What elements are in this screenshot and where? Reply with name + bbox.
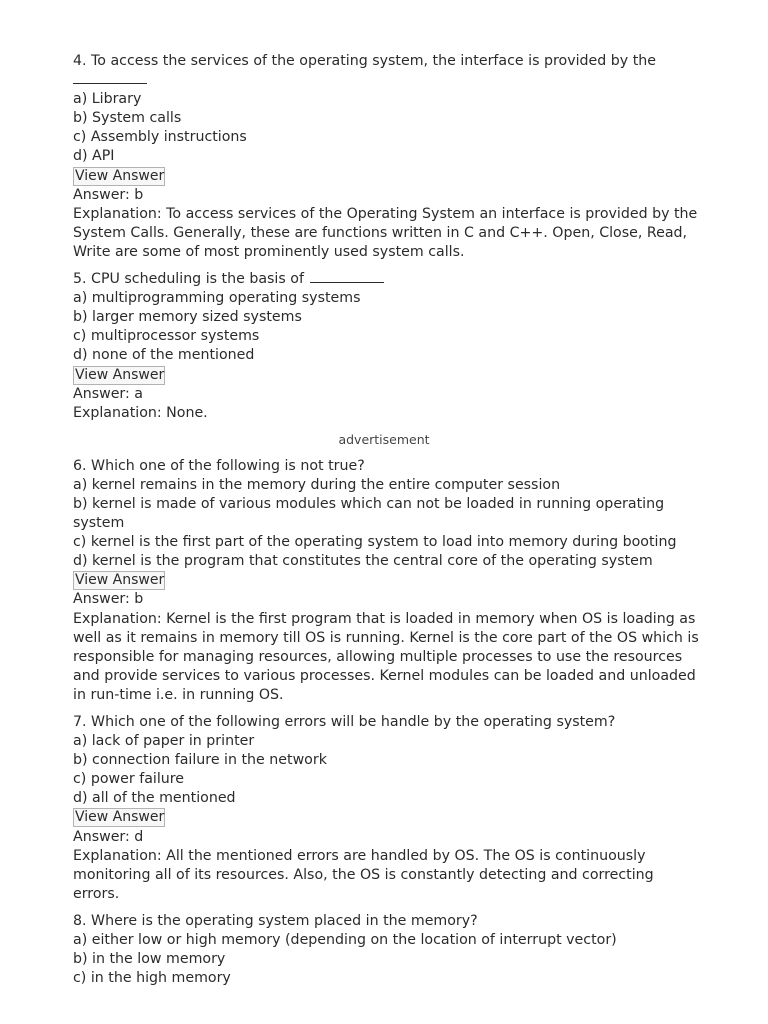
question-text: 5. CPU scheduling is the basis of	[73, 270, 703, 289]
option-c: c) power failure	[73, 771, 185, 788]
option-b: b) larger memory sized systems	[73, 309, 302, 326]
option-a: a) kernel remains in the memory during the entire computer session	[73, 476, 561, 493]
option-a: a) multiprogramming operating systems	[73, 290, 361, 307]
option-c: c) multiprocessor systems	[73, 328, 260, 345]
option-d: d) kernel is the program that constitutes the central core of the operating system	[73, 553, 653, 570]
question-text: 6. Which one of the following is not true?	[73, 457, 365, 474]
option-c: c) in the high memory	[73, 970, 231, 987]
view-answer-button[interactable]: View Answer	[75, 572, 165, 589]
option-b: b) connection failure in the network	[73, 752, 327, 769]
question-text: 7. Which one of the following errors will be handle by the operating system?	[73, 714, 616, 730]
option-b: b) kernel is made of various modules which can not be loaded in running operating system	[73, 495, 665, 532]
explanation-text: Explanation: Kernel is the first program that is loaded in memory when OS is loading as well as it remains in memory till OS is running. Kernel is the core part of the OS which is responsible for managing resources, allowing multiple processes to use the resources and provide services to various processes. Kernel modules can be loaded and unloaded in run-time i.e. in running OS.	[73, 610, 699, 703]
question-text: 8. Where is the operating system placed in the memory?	[73, 912, 478, 929]
option-b: b) System calls	[73, 110, 182, 127]
advertisement-label: advertisement	[338, 431, 430, 447]
question-block-7	[73, 713, 703, 904]
answer-text: Answer: d	[73, 828, 144, 845]
question-blank	[73, 71, 703, 90]
question-block-6	[73, 457, 703, 705]
question-block-5	[73, 270, 703, 449]
explanation-text: Explanation: None.	[73, 404, 208, 421]
view-answer-button[interactable]: View Answer	[75, 366, 165, 383]
option-a: a) either low or high memory (depending on the location of interrupt vector)	[73, 932, 617, 949]
question-block-8	[73, 912, 703, 988]
explanation-text: Explanation: To access services of the Operating System an interface is provided by the System Calls. Generally, these are functions written in C and C++. Open, Close, Read, Write are some of most prominently used system calls.	[73, 205, 698, 260]
option-d: d) API	[73, 148, 115, 165]
option-c: c) Assembly instructions	[73, 129, 247, 146]
option-a: a) Library	[73, 91, 142, 108]
question-text: 4. To access the services of the operating system, the interface is provided by the	[73, 53, 656, 69]
option-c: c) kernel is the first part of the operating system to load into memory during booting	[73, 534, 677, 551]
question-block-4	[73, 52, 703, 262]
answer-text: Answer: b	[73, 186, 144, 203]
answer-text: Answer: a	[73, 385, 143, 402]
explanation-text: Explanation: All the mentioned errors are handled by OS. The OS is continuously monitoring all of its resources. Also, the OS is constantly detecting and correcting errors.	[73, 847, 654, 902]
option-d: d) none of the mentioned	[73, 347, 255, 364]
option-d: d) all of the mentioned	[73, 790, 236, 807]
view-answer-button[interactable]: View Answer	[75, 167, 165, 184]
option-a: a) lack of paper in printer	[73, 733, 255, 750]
answer-text: Answer: b	[73, 591, 144, 608]
option-b: b) in the low memory	[73, 951, 226, 968]
view-answer-button[interactable]: View Answer	[75, 809, 165, 826]
